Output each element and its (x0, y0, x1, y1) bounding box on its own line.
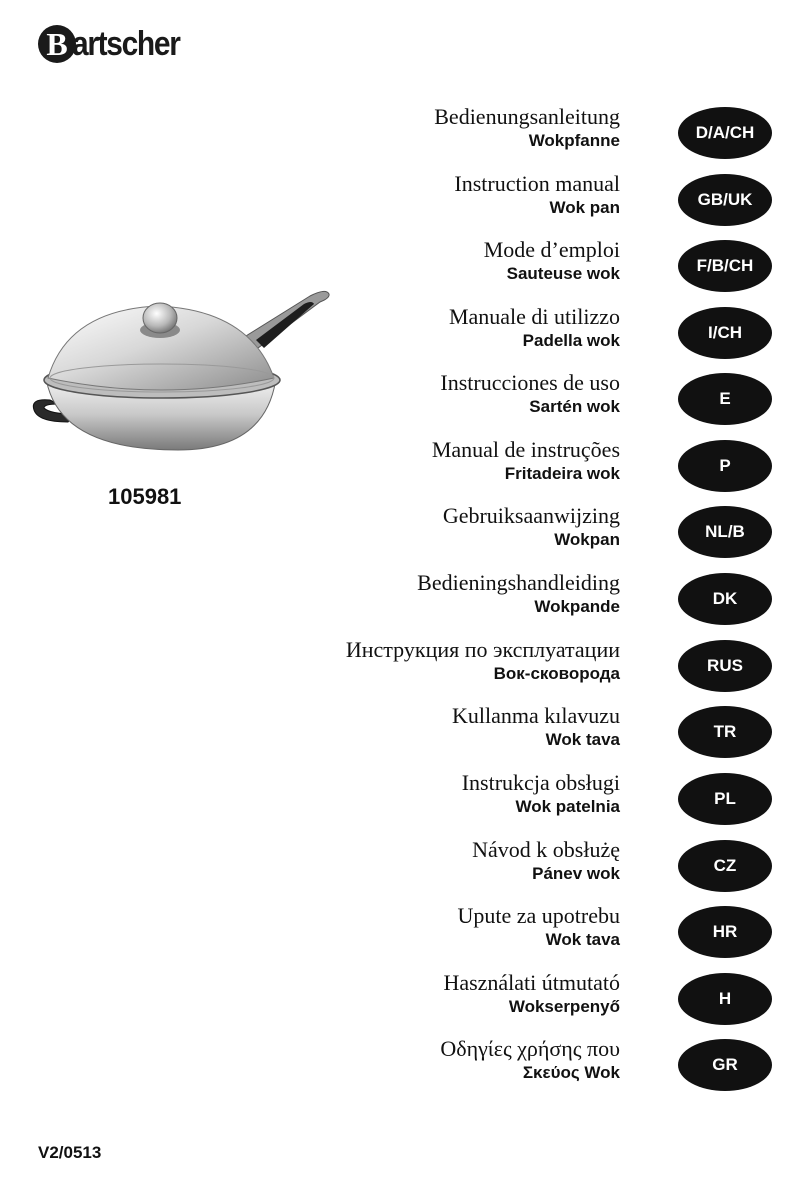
manual-language-row (300, 637, 780, 697)
language-code-badge: PL (678, 773, 772, 825)
manual-title: Bedieningshandleiding (417, 570, 620, 595)
manual-language-row (300, 370, 780, 430)
language-code-badge: F/B/CH (678, 240, 772, 292)
language-code-badge: RUS (678, 640, 772, 692)
language-code-badge: H (678, 973, 772, 1025)
manual-language-row (300, 570, 780, 630)
product-name: Sartén wok (529, 397, 620, 416)
language-code-badge: TR (678, 706, 772, 758)
language-code-badge: D/A/CH (678, 107, 772, 159)
product-name: Pánev wok (532, 864, 620, 883)
manual-title: Mode d’emploi (483, 237, 620, 262)
manual-language-row (300, 903, 780, 963)
product-name: Wokpan (554, 530, 620, 549)
manual-title: Használati útmutató (443, 970, 620, 995)
manual-title: Gebruiksaanwijzing (442, 503, 620, 528)
product-name: Σκεύος Wok (522, 1063, 620, 1082)
manual-title: Instrukcja obsługi (461, 770, 620, 795)
manual-title: Instruction manual (454, 171, 620, 196)
manual-title: Bedienungsanleitung (434, 104, 620, 129)
language-code-badge: GB/UK (678, 174, 772, 226)
manual-title: Návod k obsłużę (472, 837, 620, 862)
language-code-badge: DK (678, 573, 772, 625)
product-name: Wok tava (545, 730, 620, 749)
product-name: Wokpfanne (528, 131, 620, 150)
language-code-badge: I/CH (678, 307, 772, 359)
manual-language-row (300, 970, 780, 1030)
language-code-badge: E (678, 373, 772, 425)
language-code-badge: GR (678, 1039, 772, 1091)
product-name: Вок-сковорода (493, 664, 620, 683)
product-name: Wokserpenyő (508, 997, 620, 1016)
brand-logo (38, 20, 194, 68)
article-number: 105981 (108, 484, 182, 509)
manual-language-row (300, 304, 780, 364)
manual-title: Инструкция по эксплуатации (345, 637, 620, 662)
product-name: Padella wok (522, 331, 620, 350)
logo-b-emblem: B (38, 25, 76, 63)
language-code-badge: P (678, 440, 772, 492)
language-code-badge: CZ (678, 840, 772, 892)
language-code-badge: HR (678, 906, 772, 958)
logo-wordmark: artscher (72, 24, 180, 63)
manual-language-row (300, 1036, 780, 1096)
manual-title: Instrucciones de uso (440, 370, 620, 395)
manual-language-row (300, 104, 780, 164)
manual-title: Upute za upotrebu (457, 903, 620, 928)
manual-title: Manuale di utilizzo (448, 304, 620, 329)
manual-title: Manual de instruções (431, 437, 620, 462)
product-name: Wokpande (534, 597, 620, 616)
manual-title: Οδηγίες χρήσης που (440, 1036, 620, 1061)
manual-language-row (300, 837, 780, 897)
product-name: Wok pan (549, 198, 620, 217)
product-name: Wok patelnia (515, 797, 620, 816)
product-name: Wok tava (545, 930, 620, 949)
manual-language-row (300, 770, 780, 830)
version-number: V2/0513 (38, 1143, 102, 1162)
language-code-badge: NL/B (678, 506, 772, 558)
manual-language-row (300, 171, 780, 231)
product-name: Fritadeira wok (504, 464, 620, 483)
manual-language-row (300, 437, 780, 497)
wok-pan-image (28, 282, 332, 452)
product-name: Sauteuse wok (506, 264, 620, 283)
manual-language-row (300, 503, 780, 563)
manual-language-row (300, 237, 780, 297)
manual-language-row (300, 703, 780, 763)
manual-title: Kullanma kılavuzu (451, 703, 620, 728)
